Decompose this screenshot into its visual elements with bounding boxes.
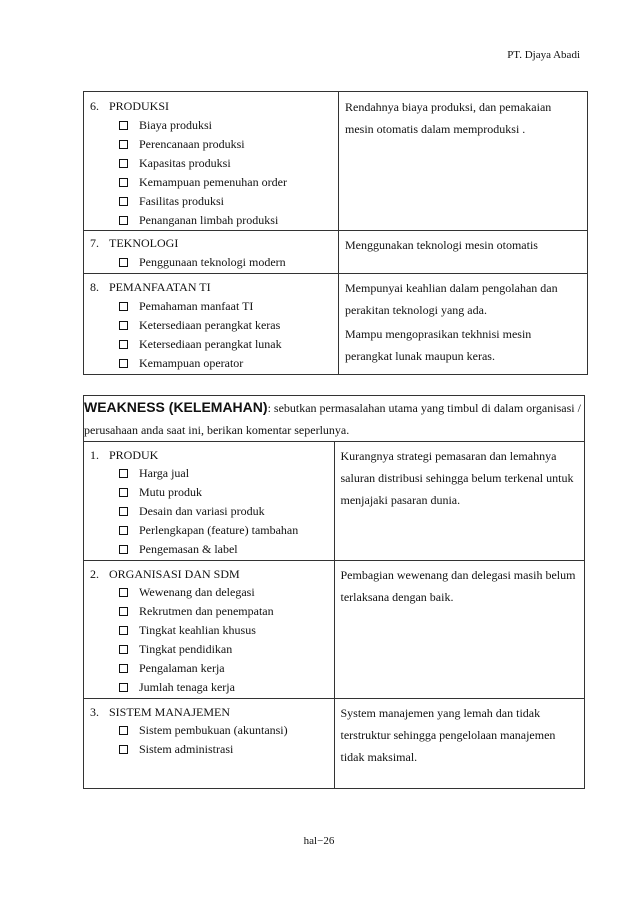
checkbox-icon [119,469,128,478]
checkbox-icon [119,745,128,754]
list-item: Rekrutmen dan penempatan [119,602,334,621]
table-row [84,92,588,231]
checkbox-icon [119,588,128,597]
comment-cell [339,92,588,231]
table-header-row [84,396,585,442]
comment-text: Mampu mengoprasikan tekhnisi mesin perangkat lunak maupun keras. [345,327,532,363]
checkbox-icon [119,726,128,735]
comment-cell [339,274,588,375]
comment-text: Rendahnya biaya produksi, dan pemakaian mesin otomatis dalam memproduksi . [345,100,552,136]
comment-text: Pembagian wewenang dan delegasi masih belum terlaksana dengan baik. [340,568,576,604]
category-title: 7. TEKNOLOGI [90,236,179,250]
list-item: Perlengkapan (feature) tambahan [119,521,334,540]
list-item: Tingkat keahlian khusus [119,621,334,640]
checkbox-icon [119,507,128,516]
checkbox-icon [119,197,128,206]
category-title: 8. PEMANFAATAN TI [90,280,211,294]
checkbox-icon [119,302,128,311]
checklist [84,253,338,272]
list-item: Desain dan variasi produk [119,502,334,521]
comment-text: System manajemen yang lemah dan tidak terstruktur sehingga pengelolaan manajemen tidak maksimal. [340,706,556,764]
table-row [84,561,585,699]
list-item: Sistem administrasi [119,740,334,759]
table-row [84,274,588,375]
comment-text: Mempunyai keahlian dalam pengolahan dan perakitan teknologi yang ada. [345,281,558,317]
checkbox-icon [119,159,128,168]
checkbox-icon [119,216,128,225]
category-title: 3. SISTEM MANAJEMEN [90,705,231,719]
list-item: Kemampuan pemenuhan order [119,173,338,192]
checklist [84,464,334,559]
list-item: Ketersediaan perangkat keras [119,316,338,335]
table-row [84,442,585,561]
list-item: Sistem pembukuan (akuntansi) [119,721,334,740]
checkbox-icon [119,526,128,535]
list-item: Jumlah tenaga kerja [119,678,334,697]
list-item: Biaya produksi [119,116,338,135]
checkbox-icon [119,607,128,616]
weakness-title: WEAKNESS (KELEMAHAN) [84,399,268,415]
list-item: Ketersediaan perangkat lunak [119,335,338,354]
checklist [84,721,334,759]
checkbox-icon [119,121,128,130]
checkbox-icon [119,488,128,497]
list-item: Fasilitas produksi [119,192,338,211]
strengths-table [83,91,588,375]
list-item: Pemahaman manfaat TI [119,297,338,316]
checkbox-icon [119,258,128,267]
category-cell [84,231,339,274]
checkbox-icon [119,664,128,673]
category-cell [84,442,335,561]
list-item: Pengemasan & label [119,540,334,559]
list-item: Penanganan limbah produksi [119,211,338,230]
table-row [84,231,588,274]
weakness-heading-cell [84,396,585,442]
page-number: hal−26 [303,835,335,847]
weakness-table [83,395,585,789]
category-title: 2. ORGANISASI DAN SDM [90,567,240,581]
comment-cell [334,699,585,789]
checkbox-icon [119,321,128,330]
list-item: Harga jual [119,464,334,483]
comment-text: Menggunakan teknologi mesin otomatis [345,238,538,252]
list-item: Perencanaan produksi [119,135,338,154]
checkbox-icon [119,645,128,654]
category-cell [84,561,335,699]
list-item: Kemampuan operator [119,354,338,373]
checkbox-icon [119,545,128,554]
list-item: Wewenang dan delegasi [119,583,334,602]
list-item: Pengalaman kerja [119,659,334,678]
category-cell [84,92,339,231]
checkbox-icon [119,626,128,635]
company-header: PT. Djaya Abadi [507,49,580,61]
checkbox-icon [119,340,128,349]
checkbox-icon [119,683,128,692]
weakness-instruction: : sebutkan permasalahan utama yang timbul di dalam organisasi / perusahaan anda saat ini, berikan komentar seperlunya. [84,401,581,437]
checkbox-icon [119,140,128,149]
list-item: Tingkat pendidikan [119,640,334,659]
category-cell [84,699,335,789]
checklist [84,583,334,697]
checklist [84,116,338,230]
checkbox-icon [119,178,128,187]
list-item: Penggunaan teknologi modern [119,253,338,272]
checkbox-icon [119,359,128,368]
checklist [84,297,338,373]
category-title: 6. PRODUKSI [90,99,170,113]
list-item: Kapasitas produksi [119,154,338,173]
comment-text: Kurangnya strategi pemasaran dan lemahnya saluran distribusi sehingga belum terkenal untuk menjajaki pasaran dunia. [340,449,574,507]
table-row [84,699,585,789]
comment-cell [334,561,585,699]
comment-cell [339,231,588,274]
list-item: Mutu produk [119,483,334,502]
category-cell [84,274,339,375]
category-title: 1. PRODUK [90,448,159,462]
comment-cell [334,442,585,561]
